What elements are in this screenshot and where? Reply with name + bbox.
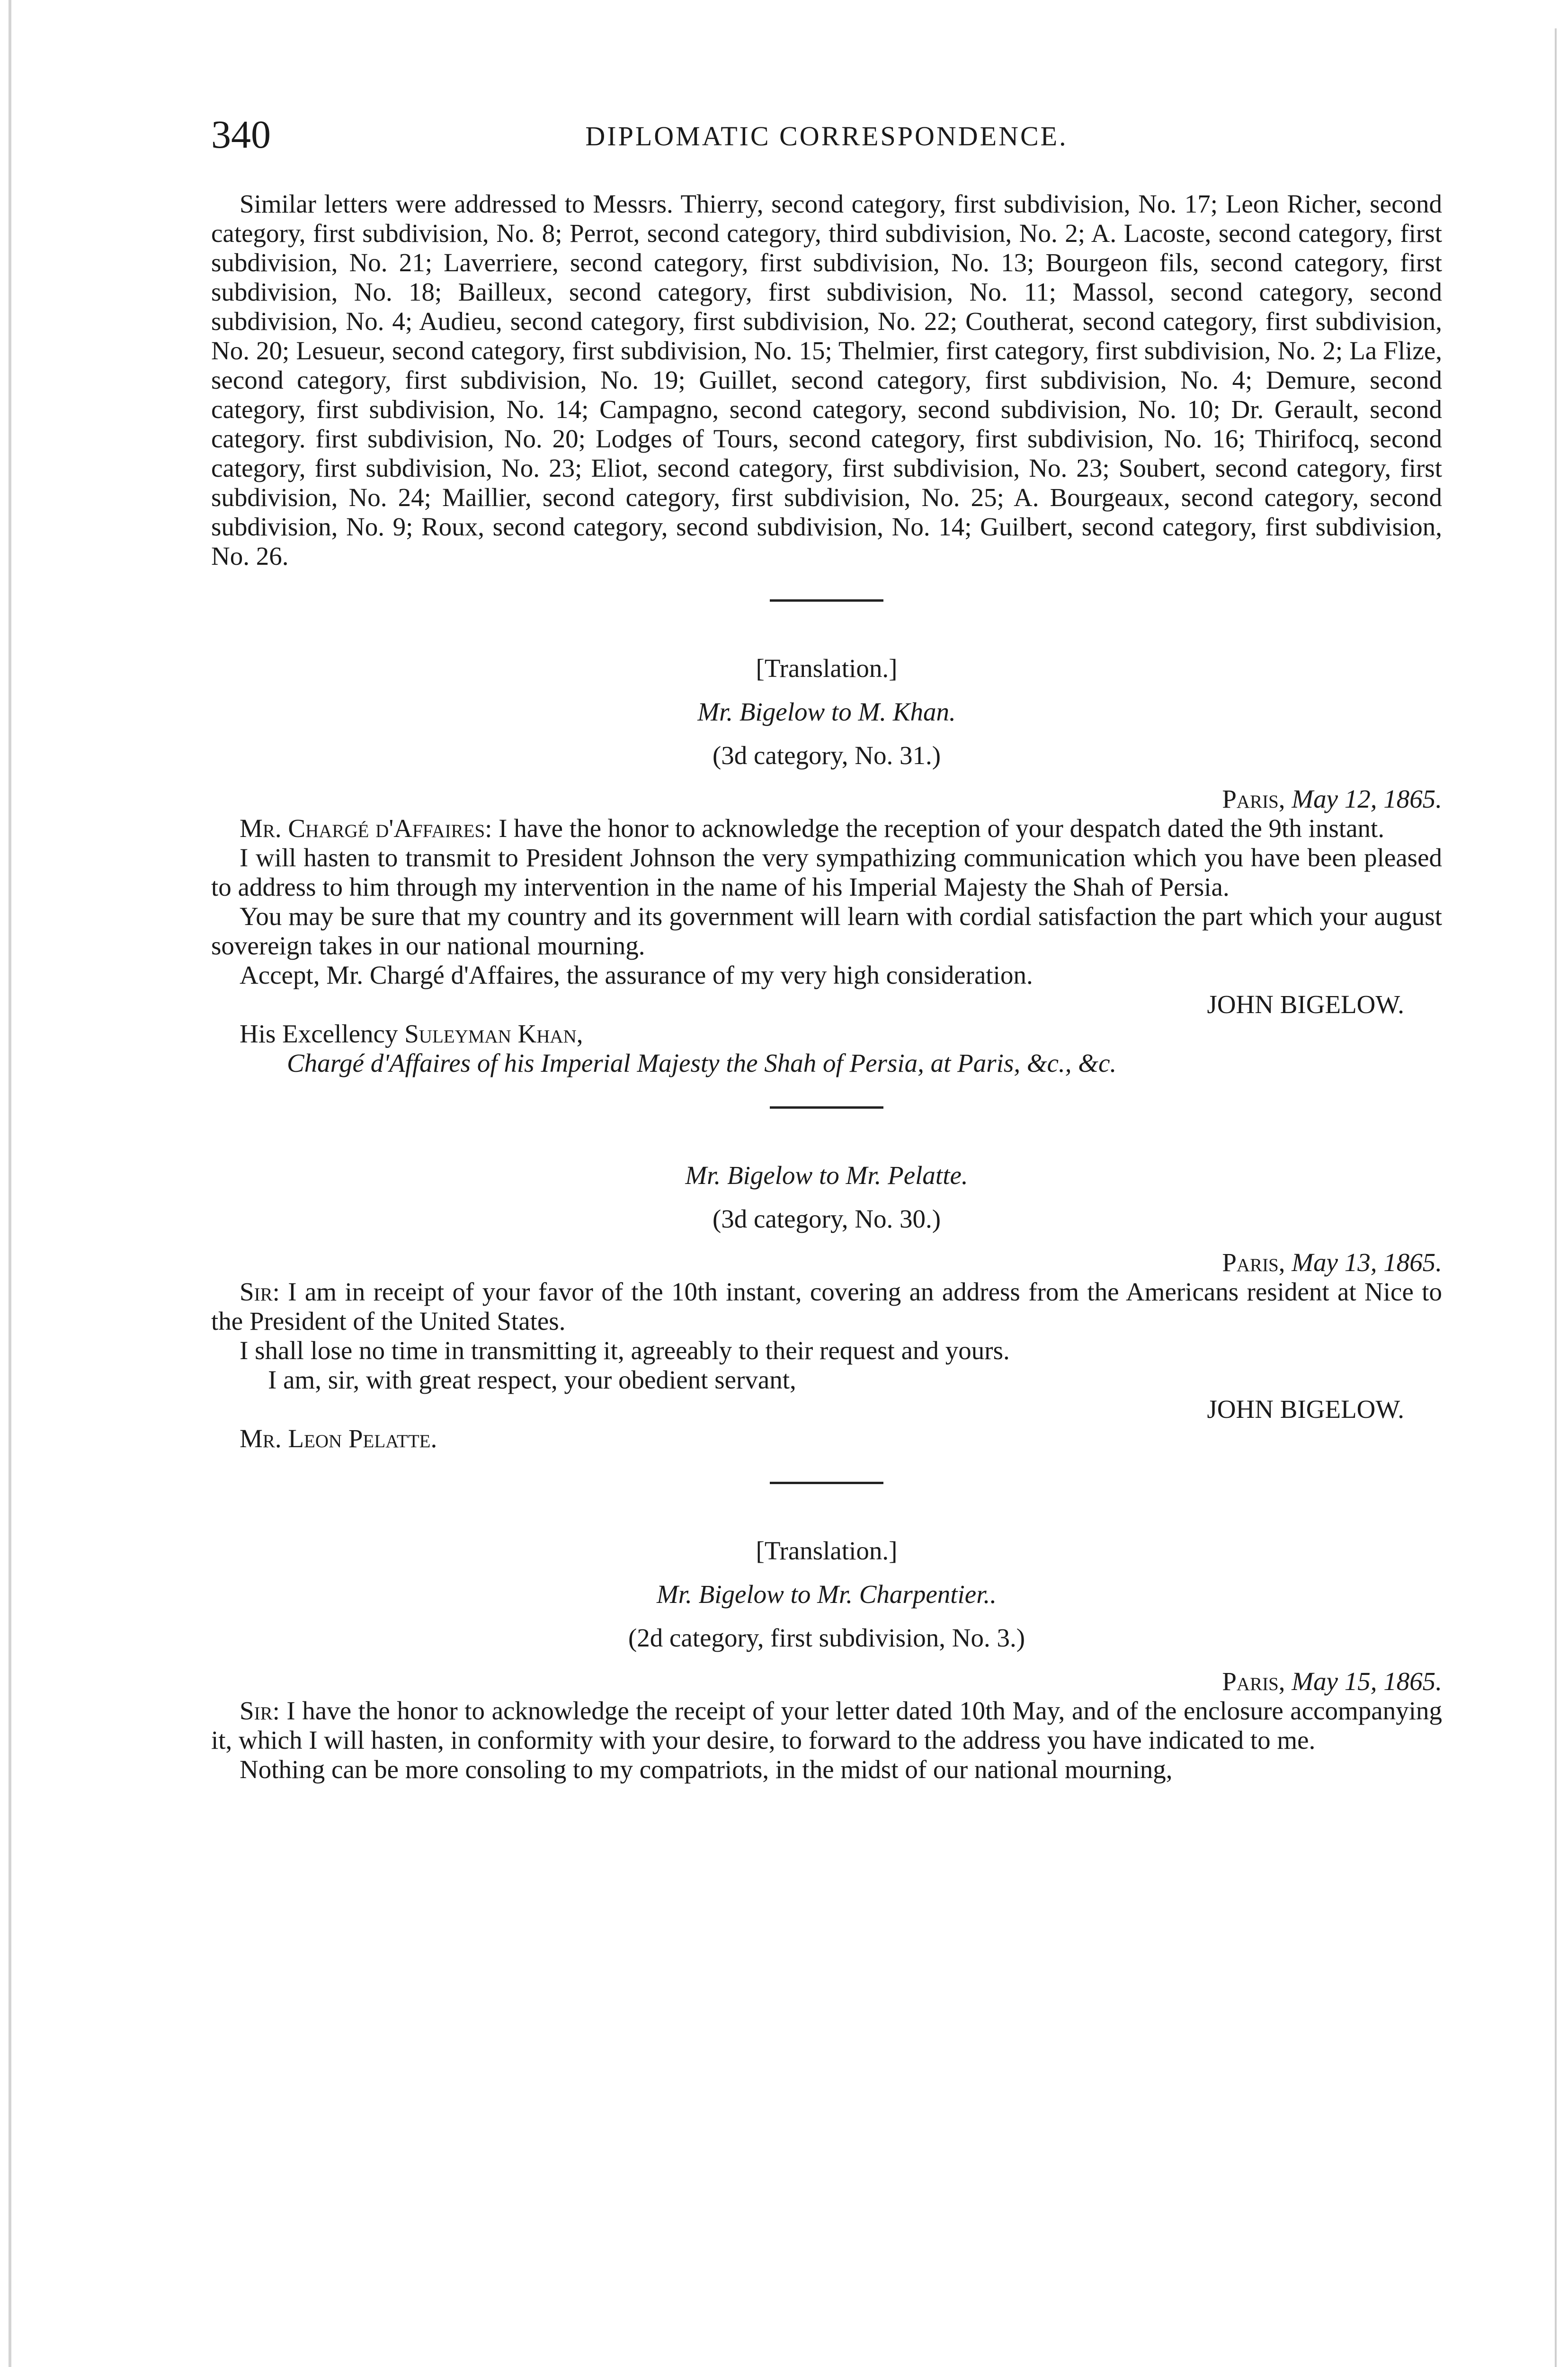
letter-category: (3d category, No. 30.)	[712, 1204, 941, 1233]
dateline-place: Paris,	[1222, 1248, 1285, 1277]
letter-charpentier	[211, 1536, 1442, 1784]
dateline	[211, 784, 1442, 814]
dateline-date: May 12, 1865.	[1292, 784, 1442, 813]
letter-title: Mr. Bigelow to Mr. Pelatte.	[685, 1161, 968, 1190]
salutation: Mr. Chargé d'Affaires:	[240, 814, 492, 843]
addressee	[211, 1019, 1442, 1049]
dateline	[211, 1248, 1442, 1277]
signature: JOHN BIGELOW.	[1207, 990, 1404, 1019]
letter-khan	[211, 654, 1442, 1078]
letter-paragraph: Accept, Mr. Chargé d'Affaires, the assurance of my very high consideration.	[240, 961, 1033, 989]
salutation: Sir:	[240, 1696, 280, 1725]
letter-paragraph: You may be sure that my country and its government will learn with cordial satisfaction the part which your august sovereign takes in our national mourning.	[211, 902, 1442, 960]
letter-title: Mr. Bigelow to Mr. Charpentier..	[656, 1580, 997, 1609]
letter-category: (2d category, first subdivision, No. 3.)	[628, 1623, 1025, 1652]
running-title: DIPLOMATIC CORRESPONDENCE.	[585, 121, 1068, 151]
signature: JOHN BIGELOW.	[1207, 1395, 1404, 1424]
letter-pelatte	[211, 1161, 1442, 1453]
letter-paragraph: I will hasten to transmit to President Johnson the very sympathizing communication which you have been pleased to address to him through my intervention in the name of his Imperial Majesty the Shah of Persia.	[211, 843, 1442, 901]
paragraph-text: I have the honor to acknowledge the receipt of your letter dated 10th May, and of the enclosure accompanying it, which I will hasten, in conformity with your desire, to forward to the address you have indicated to me.	[211, 1696, 1442, 1754]
dateline-date: May 13, 1865.	[1292, 1248, 1442, 1277]
paragraph-text: I am in receipt of your favor of the 10th instant, covering an address from the Americans resident at Nice to the President of the United States.	[211, 1277, 1442, 1335]
dateline-date: May 15, 1865.	[1292, 1667, 1442, 1696]
addressee-prefix: His Excellency	[240, 1019, 398, 1048]
letter-paragraph: I shall lose no time in transmitting it, agreeably to their request and yours.	[240, 1336, 1010, 1365]
dateline-place: Paris,	[1222, 784, 1285, 813]
addressee-name: Suleyman Khan,	[404, 1019, 583, 1048]
paragraph-text: I have the honor to acknowledge the reception of your despatch dated the 9th instant.	[499, 814, 1385, 843]
letter-paragraph	[211, 1277, 1442, 1336]
intro-paragraph: Similar letters were addressed to Messrs. Thierry, second category, first subdivision, No. 17; Leon Richer, second category, first subdivision, No. 8; Perrot, second category, third subdivision, No. 2; A. Lacoste, second category, first subdivision, No. 21; Laverriere, second category, first subdivision, No. 13; Bourgeon fils, second category, first subdivision, No. 18; Bailleux, second category, first subdivision, No. 11; Massol, second category, second subdivision, No. 4; Audieu, second category, first subdivision, No. 22; Coutherat, second category, first subdivision, No. 20; Lesueur, second category, first subdivision, No. 15; Thelmier, first category, first subdivision, No. 2; La Flize, second category, first subdivision, No. 19; Guillet, second category, first subdivision, No. 4; Demure, second category, first subdivision, No. 14; Campagno, second category, second subdivision, No. 10; Dr. Gerault, second category. first subdivision, No. 20; Lodges of Tours, second category, first subdivision, No. 16; Thirifocq, second category, first subdivision, No. 23; Eliot, second category, first subdivision, No. 23; Soubert, second category, first subdivision, No. 24; Maillier, second category, first subdivision, No. 25; A. Bourgeaux, second category, second subdivision, No. 9; Roux, second category, second subdivision, No. 14; Guilbert, second category, first subdivision, No. 26.	[211, 189, 1442, 570]
dateline-place: Paris,	[1222, 1667, 1285, 1696]
page-body	[211, 189, 1442, 1784]
page-edge-shadow	[9, 0, 11, 2367]
dateline	[211, 1667, 1442, 1696]
closing: I am, sir, with great respect, your obedient servant,	[268, 1365, 796, 1394]
addressee-title: Chargé d'Affaires of his Imperial Majesty the Shah of Persia, at Paris, &c., &c.	[287, 1049, 1117, 1077]
salutation: Sir:	[240, 1277, 280, 1306]
running-header	[211, 114, 1442, 156]
page-number: 340	[211, 113, 271, 157]
letter-paragraph	[211, 1696, 1442, 1755]
letter-title: Mr. Bigelow to M. Khan.	[697, 697, 956, 726]
letter-category: (3d category, No. 31.)	[712, 741, 941, 770]
translation-note: [Translation.]	[756, 654, 898, 683]
translation-note: [Translation.]	[756, 1536, 898, 1565]
letter-paragraph: Nothing can be more consoling to my compatriots, in the midst of our national mourning,	[240, 1755, 1173, 1784]
addressee: Mr. Leon Pelatte.	[240, 1424, 437, 1453]
page-edge-line	[1555, 28, 1557, 2367]
letter-paragraph	[211, 814, 1442, 843]
